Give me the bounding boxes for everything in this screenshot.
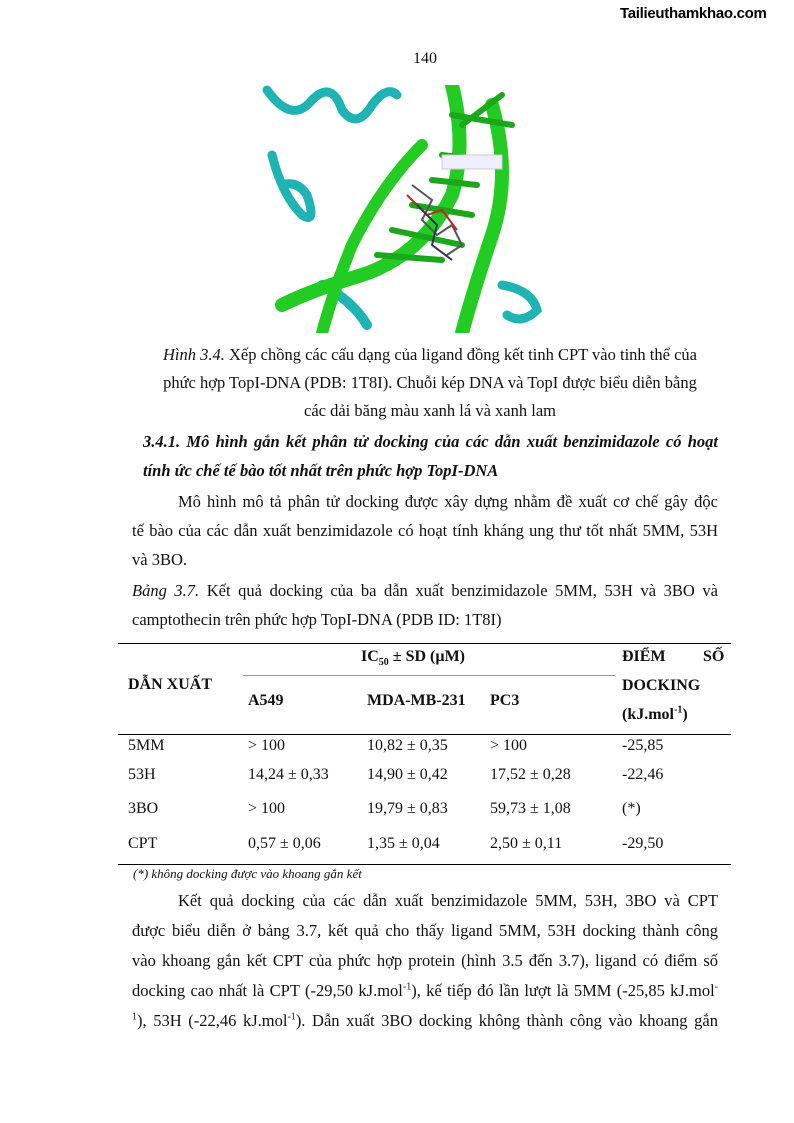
text: ). Dẫn xuất 3BO docking không thành công vào khoang gắn	[295, 1011, 718, 1030]
table-cell: -25,85	[622, 737, 664, 754]
table-cell: 10,82 ± 0,35	[367, 737, 448, 754]
header-score-2: DOCKING	[622, 677, 701, 694]
intro-line-2: tế bào của các dẫn xuất benzimidazole có hoạt tính kháng ung thư tốt nhất 5MM, 53H	[132, 521, 718, 540]
text: ), 53H (-22,46 kJ.mol	[137, 1011, 288, 1030]
table-cell: -29,50	[622, 835, 664, 852]
figure-caption-line-1	[130, 341, 730, 369]
figure-label: Hình 3.4.	[163, 345, 225, 364]
table-header-rule	[118, 734, 731, 735]
ic50-unit: ± SD (µM)	[388, 648, 465, 665]
table-sub-rule	[243, 675, 615, 676]
dna-helix	[282, 85, 512, 333]
table-cell: > 100	[490, 737, 528, 754]
row-derivative: CPT	[128, 835, 158, 852]
row-derivative: 5MM	[128, 737, 165, 754]
ic50-label: IC	[361, 648, 379, 665]
header-ic50	[361, 648, 465, 669]
sup: -1	[287, 1011, 296, 1023]
score-unit: (kJ.mol	[622, 706, 674, 723]
row-derivative: 53H	[128, 766, 156, 783]
text: docking cao nhất là CPT (-29,50 kJ.mol	[132, 981, 403, 1000]
result-line-1: Kết quả docking của các dẫn xuất benzimidazole 5MM, 53H, 3BO và CPT	[178, 891, 718, 910]
result-line-5	[132, 1011, 718, 1031]
table-cell: 17,52 ± 0,28	[490, 766, 571, 783]
intro-line-3: và 3BO.	[132, 550, 187, 569]
result-line-4	[132, 981, 718, 1001]
text: ), kế tiếp đó lần lượt là 5MM (-25,85 kJ.mol	[411, 981, 715, 1000]
header-mda: MDA-MB-231	[367, 692, 466, 709]
watermark: Tailieuthamkhao.com	[620, 5, 767, 22]
caption-text: Kết quả docking của ba dẫn xuất benzimidazole 5MM, 53H và 3BO và	[199, 581, 718, 600]
header-score-3	[622, 706, 688, 724]
table-cell: 14,90 ± 0,42	[367, 766, 448, 783]
dna-protein-figure	[262, 85, 548, 333]
intro-line-1: Mô hình mô tả phân tử docking được xây dựng nhằm đề xuất cơ chế gây độc	[178, 492, 718, 511]
caption-text: Xếp chồng các cấu dạng của ligand đồng kết tinh CPT vào tinh thể của	[224, 345, 697, 364]
score-close: )	[682, 706, 688, 723]
figure-caption-line-3: các dải băng màu xanh lá và xanh lam	[304, 401, 556, 420]
result-line-2: được biểu diễn ở bảng 3.7, kết quả cho thấy ligand 5MM, 53H docking thành công	[132, 921, 718, 940]
table-bottom-rule	[118, 864, 731, 865]
table-caption-line-1	[132, 581, 718, 601]
section-heading: 3.4.1. Mô hình gắn kết phân tử docking của các dẫn xuất benzimidazole có hoạt	[143, 432, 718, 451]
table-cell: 0,57 ± 0,06	[248, 835, 321, 852]
score-sup: -1	[674, 704, 683, 716]
header-score-1b: SỐ	[703, 648, 725, 665]
table-footnote: (*) không docking được vào khoang gắn kết	[133, 866, 362, 881]
table-cell: > 100	[248, 737, 286, 754]
table-cell: 14,24 ± 0,33	[248, 766, 329, 783]
table-caption-line-2: camptothecin trên phức hợp TopI-DNA (PDB ID: 1T8I)	[132, 610, 502, 629]
table-cell: 1,35 ± 0,04	[367, 835, 440, 852]
sup: -	[714, 981, 718, 993]
result-line-3: vào khoang gắn kết CPT của phức hợp protein (hình 3.5 đến 3.7), ligand có điểm số	[132, 951, 718, 970]
table-cell: 2,50 ± 0,11	[490, 835, 563, 852]
header-a549: A549	[248, 692, 284, 709]
sup: -1	[402, 981, 412, 993]
table-label: Bảng 3.7.	[132, 581, 200, 600]
sup: 1	[132, 1011, 137, 1023]
table-cell: (*)	[622, 800, 641, 817]
header-score-1: ĐIỂM	[622, 648, 666, 665]
figure-caption-line-2: phức hợp TopI-DNA (PDB: 1T8I). Chuỗi kép DNA và TopI được biểu diễn bằng	[163, 373, 697, 392]
table-cell: -22,46	[622, 766, 664, 783]
header-derivative: DẪN XUẤT	[128, 676, 212, 693]
page-number: 140	[413, 50, 437, 67]
ic50-sub: 50	[378, 657, 389, 669]
table-top-rule	[118, 643, 731, 644]
section-heading-2: tính ức chế tế bào tốt nhất trên phức hợp TopI-DNA	[143, 461, 499, 480]
header-pc3: PC3	[490, 692, 520, 709]
table-cell: 59,73 ± 1,08	[490, 800, 571, 817]
row-derivative: 3BO	[128, 800, 159, 817]
table-cell: 19,79 ± 0,83	[367, 800, 448, 817]
table-cell: > 100	[248, 800, 286, 817]
